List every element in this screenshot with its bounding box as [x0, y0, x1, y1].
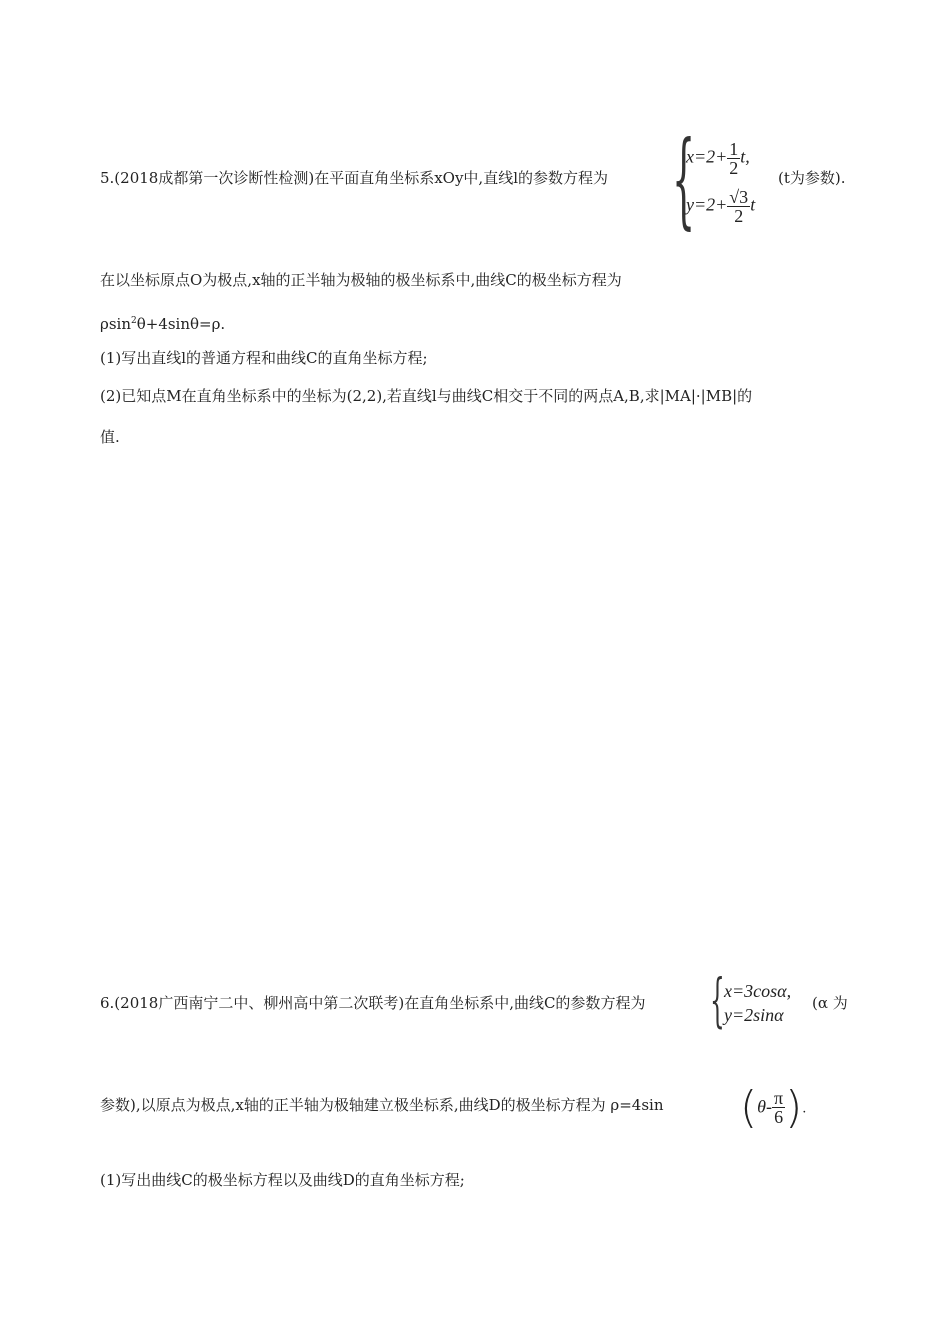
problem6-parametric-system — [710, 966, 810, 1035]
problem5-eq-y: y=2+ $\frac{√3}{2}$ t — [686, 187, 756, 226]
problem5-parametric-system — [672, 118, 782, 242]
left-brace-icon: { — [672, 118, 696, 240]
problem5-eq-x: x=2+ $\frac{1}{2}$ t, — [686, 139, 750, 178]
problem6-intro: 6.(2018广西南宁二中、柳州高中第二次联考)在直角坐标系中,曲线C的参数方程为 — [100, 994, 646, 1012]
left-paren-icon: ( — [740, 1082, 758, 1133]
problem5-question2: (2)已知点M在直角坐标系中的坐标为(2,2),若直线l与曲线C相交于不同的两点A,B,求|MA|·|MB|的 — [100, 387, 753, 405]
problem6-line2: 参数),以原点为极点,x轴的正半轴为极轴建立极坐标系,曲线D的极坐标方程为 ρ=4sin — [100, 1096, 664, 1114]
problem6-eq-x: x=3cosα, — [724, 981, 792, 1001]
problem6-question1: (1)写出曲线C的极坐标方程以及曲线D的直角坐标方程; — [100, 1171, 465, 1189]
left-brace-icon: { — [710, 966, 725, 1034]
problem5-param-note: (t为参数). — [778, 169, 846, 187]
problem5-question2-end: 值. — [100, 428, 120, 446]
problem5-line2: 在以坐标原点O为极点,x轴的正半轴为极轴的极坐标系中,曲线C的极坐标方程为 — [100, 271, 622, 289]
problem5-intro: 5.(2018成都第一次诊断性检测)在平面直角坐标系xOy中,直线l的参数方程为 — [100, 169, 608, 187]
problem6-param-note: (α 为 — [812, 994, 848, 1012]
problem5-question1: (1)写出直线l的普通方程和曲线C的直角坐标方程; — [100, 349, 428, 367]
right-paren-icon: ) — [785, 1082, 803, 1133]
problem6-eq-y: y=2sinα — [724, 1005, 784, 1025]
problem5-polar-equation: ρsin$^2$θ+4sinθ=ρ. — [100, 315, 226, 333]
problem6-theta-expression: (θ- $\frac{\pi}{6}$ ). — [740, 1082, 807, 1133]
